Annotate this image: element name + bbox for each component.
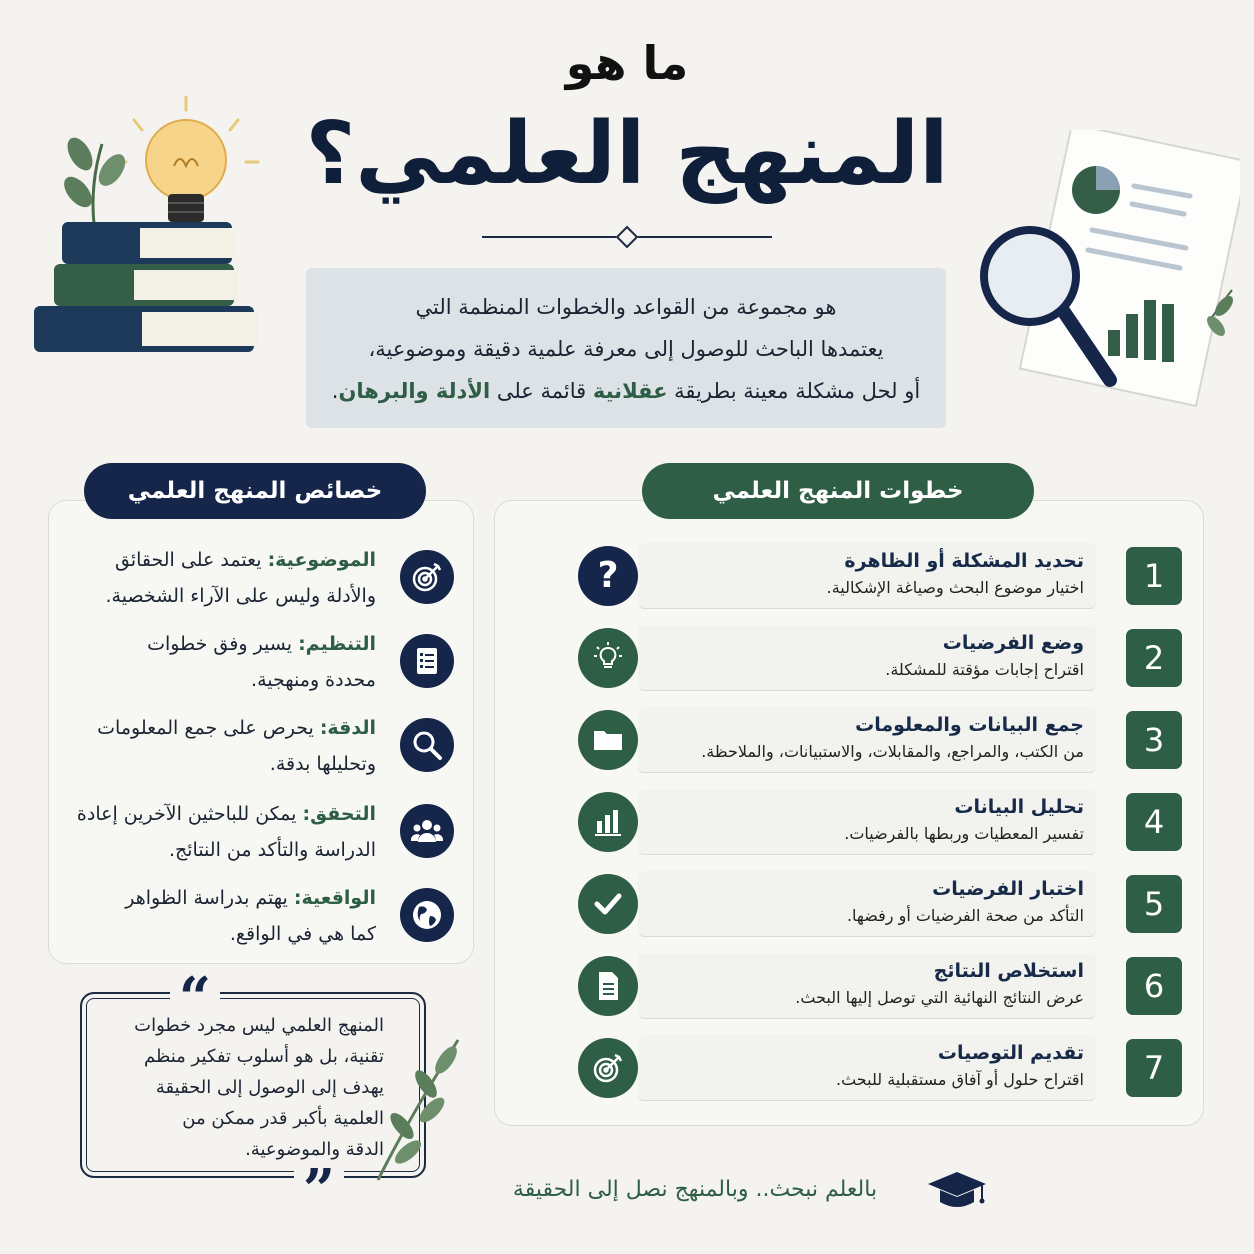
trait-item bbox=[60, 542, 454, 620]
step-row bbox=[578, 789, 1182, 855]
step-number-badge: 1 bbox=[1126, 547, 1182, 605]
magnifier-icon bbox=[400, 718, 454, 772]
trait-line-2: كما هي في الواقع. bbox=[229, 923, 376, 945]
trait-text bbox=[56, 626, 376, 698]
trait-item bbox=[60, 626, 454, 704]
step-card bbox=[638, 625, 1096, 691]
quote-text bbox=[104, 1010, 384, 1165]
trait-keyword: الموضوعية: bbox=[267, 549, 376, 571]
step-number-badge: 4 bbox=[1126, 793, 1182, 851]
definition-line-3-mid: قائمة على bbox=[496, 379, 587, 403]
step-title: استخلاص النتائج bbox=[933, 960, 1084, 982]
step-title: وضع الفرضيات bbox=[942, 632, 1084, 654]
step-card bbox=[638, 871, 1096, 937]
step-number-badge: 6 bbox=[1126, 957, 1182, 1015]
definition-highlight-rational: عقلانية bbox=[592, 379, 668, 403]
step-description: اقتراح حلول أو آفاق مستقبلية للبحث. bbox=[835, 1070, 1084, 1089]
trait-line-1: يهتم بدراسة الظواهر bbox=[125, 887, 294, 909]
group-icon bbox=[400, 804, 454, 858]
trait-line-2: وتحليلها بدقة. bbox=[269, 753, 376, 775]
trait-line-2: محددة ومنهجية. bbox=[251, 669, 376, 691]
step-title: تقديم التوصيات bbox=[937, 1042, 1084, 1064]
books-lightbulb-illustration bbox=[14, 96, 264, 356]
step-card bbox=[638, 543, 1096, 609]
question-icon: ? bbox=[578, 546, 638, 606]
step-card bbox=[638, 953, 1096, 1019]
definition-line-1: هو مجموعة من القواعد والخطوات المنظمة التي bbox=[415, 295, 837, 319]
trait-keyword: الدقة: bbox=[319, 717, 376, 739]
trait-line-1: يعتمد على الحقائق bbox=[114, 549, 268, 571]
quote-line: تقنية، بل هو أسلوب تفكير منظم bbox=[143, 1046, 384, 1067]
definition-line-3 bbox=[330, 370, 922, 412]
step-card bbox=[638, 1035, 1096, 1101]
trait-line-1: يمكن للباحثين الآخرين إعادة bbox=[76, 803, 303, 825]
step-title: اختبار الفرضيات bbox=[932, 878, 1084, 900]
definition-highlight-evidence: الأدلة والبرهان bbox=[338, 379, 491, 403]
step-number-badge: 2 bbox=[1126, 629, 1182, 687]
step-description: التأكد من صحة الفرضيات أو رفضها. bbox=[846, 906, 1084, 925]
step-number-badge: 3 bbox=[1126, 711, 1182, 769]
target-icon bbox=[400, 550, 454, 604]
step-row bbox=[578, 707, 1182, 773]
trait-text bbox=[56, 880, 376, 952]
step-description: عرض النتائج النهائية التي توصل إليها البحث. bbox=[795, 988, 1084, 1007]
trait-line-1: يسير وفق خطوات bbox=[147, 633, 299, 655]
divider-diamond-icon bbox=[616, 226, 639, 249]
definition-box bbox=[306, 268, 946, 428]
step-title: تحديد المشكلة أو الظاهرة bbox=[844, 550, 1084, 572]
checkmark-icon bbox=[578, 874, 638, 934]
quote-open-icon: “ bbox=[170, 968, 220, 1008]
step-number-badge: 5 bbox=[1126, 875, 1182, 933]
step-description: اختيار موضوع البحث وصياغة الإشكالية. bbox=[826, 578, 1084, 597]
trait-keyword: التحقق: bbox=[302, 803, 376, 825]
traits-section-title: خصائص المنهج العلمي bbox=[84, 463, 426, 519]
trait-line-2: الدراسة والتأكد من النتائج. bbox=[168, 839, 376, 861]
report-magnifier-illustration bbox=[980, 130, 1240, 410]
footer-slogan: بالعلم نبحث.. وبالمنهج نصل إلى الحقيقة bbox=[512, 1177, 878, 1202]
document-icon bbox=[578, 956, 638, 1016]
bar-chart-icon bbox=[578, 792, 638, 852]
steps-section-title: خطوات المنهج العلمي bbox=[642, 463, 1034, 519]
quote-line: يهدف إلى الوصول إلى الحقيقة bbox=[155, 1077, 384, 1098]
step-description: اقتراح إجابات مؤقتة للمشكلة. bbox=[885, 660, 1084, 679]
definition-line-3-end: . bbox=[331, 379, 339, 403]
lightbulb-icon bbox=[578, 628, 638, 688]
quote-line: المنهج العلمي ليس مجرد خطوات bbox=[134, 1015, 384, 1036]
trait-item bbox=[60, 880, 454, 958]
trait-keyword: الواقعية: bbox=[293, 887, 376, 909]
trait-item bbox=[60, 710, 454, 788]
trait-item bbox=[60, 796, 454, 874]
trait-text bbox=[56, 796, 376, 868]
step-title: جمع البيانات والمعلومات bbox=[855, 714, 1084, 736]
quote-line: العلمية بأكبر قدر ممكن من bbox=[182, 1108, 384, 1129]
step-card bbox=[638, 789, 1096, 855]
trait-line-1: يحرص على جمع المعلومات bbox=[97, 717, 320, 739]
quote-close-icon: ” bbox=[294, 1160, 344, 1200]
target-icon bbox=[578, 1038, 638, 1098]
plant-branch-icon bbox=[368, 1030, 468, 1190]
step-description: من الكتب، والمراجع، والمقابلات، والاستبيانات، والملاحظة. bbox=[701, 742, 1084, 761]
page-title: المنهج العلمي؟ bbox=[305, 104, 949, 204]
step-card bbox=[638, 707, 1096, 773]
step-description: تفسير المعطيات وربطها بالفرضيات. bbox=[844, 824, 1084, 843]
graduation-cap-icon bbox=[926, 1168, 988, 1212]
trait-keyword: التنظيم: bbox=[298, 633, 376, 655]
definition-line-3-start: أو لحل مشكلة معينة بطريقة bbox=[674, 379, 921, 403]
globe-icon bbox=[400, 888, 454, 942]
step-row bbox=[578, 543, 1182, 609]
step-row bbox=[578, 625, 1182, 691]
folder-icon bbox=[578, 710, 638, 770]
checklist-icon bbox=[400, 634, 454, 688]
definition-line-2: يعتمدها الباحث للوصول إلى معرفة علمية دقيقة وموضوعية، bbox=[368, 337, 884, 361]
step-title: تحليل البيانات bbox=[954, 796, 1084, 818]
trait-text bbox=[56, 710, 376, 782]
step-row bbox=[578, 871, 1182, 937]
step-row bbox=[578, 953, 1182, 1019]
step-number-badge: 7 bbox=[1126, 1039, 1182, 1097]
trait-text bbox=[56, 542, 376, 614]
title-top: ما هو bbox=[565, 36, 689, 90]
trait-line-2: والأدلة وليس على الآراء الشخصية. bbox=[105, 585, 376, 607]
step-row bbox=[578, 1035, 1182, 1101]
quote-line: الدقة والموضوعية. bbox=[245, 1139, 384, 1160]
